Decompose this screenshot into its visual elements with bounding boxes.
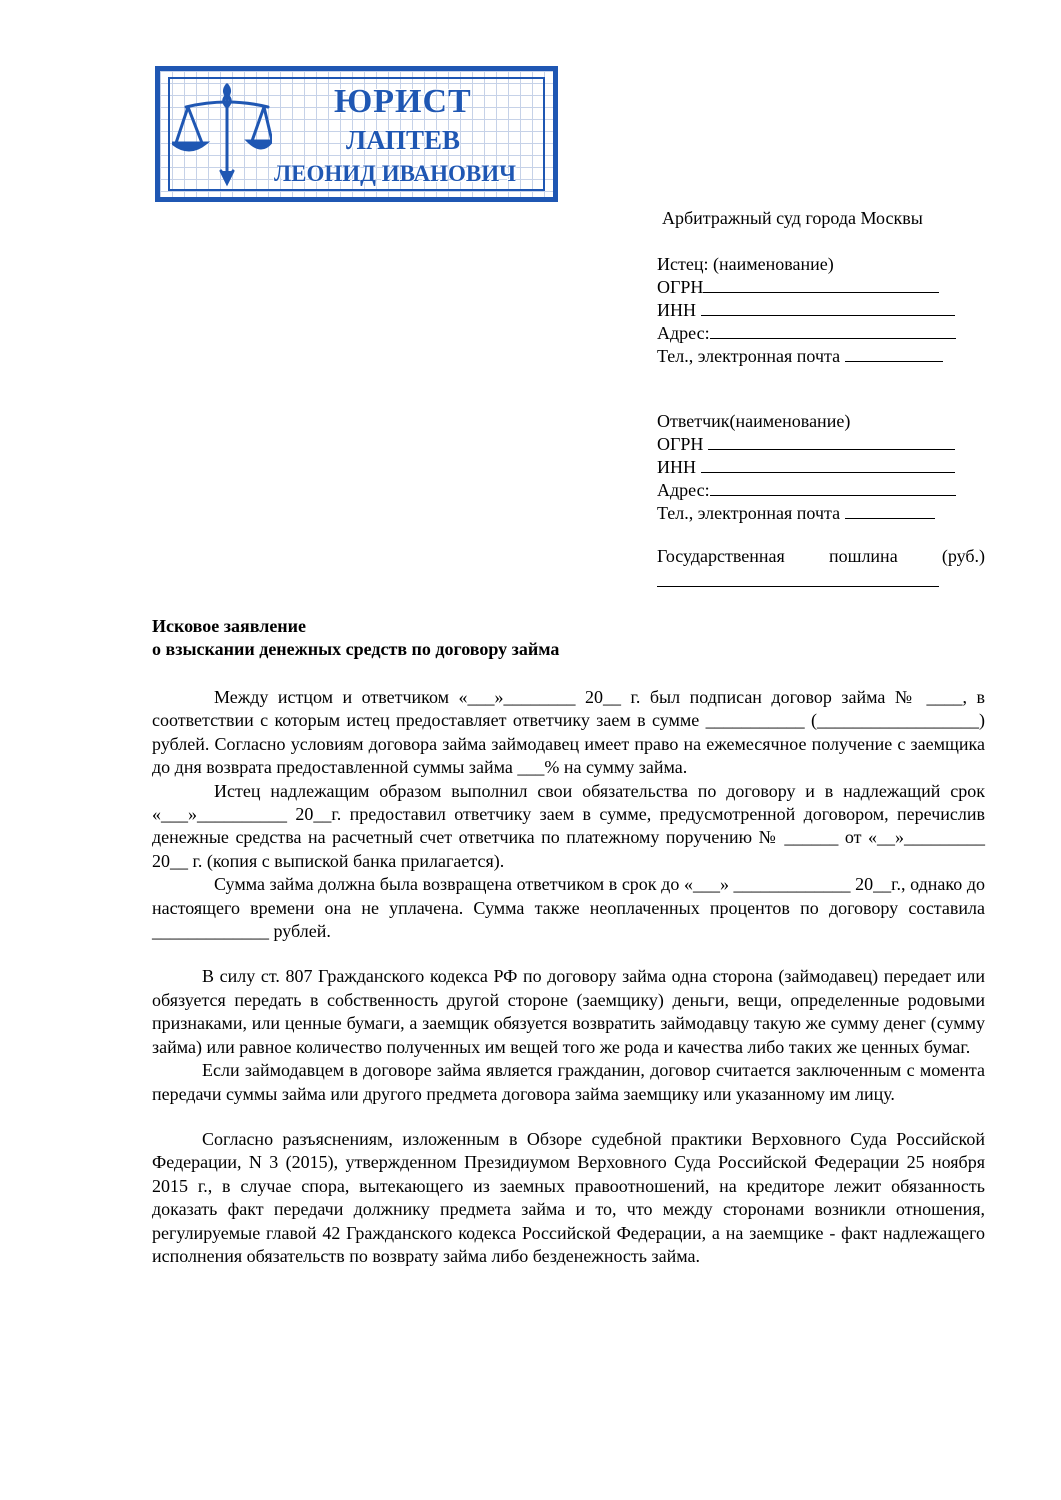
body-paragraph-6: Согласно разъяснениям, изложенным в Обзоре судебной практики Верховного Суда Российской Федерации, N 3 (2015), утвержденном Президиумом Верховного Суда Российской Федерации 25 ноября 2015 г., в случае спора, вытекающего из заемных правоотношений, на кредиторе лежит обязанность доказать факт передачи должнику предмета займа и то, что между сторонами возникли отношения, регулируемые главой 42 Гражданского кодекса Российской Федерации, а на заемщике - факт надлежащего исполнения обязательств по возврату займа либо безденежность займа. bbox=[152, 1128, 985, 1266]
defendant-heading: Ответчик(наименование) bbox=[657, 411, 851, 431]
body-paragraph-5: Если займодавцем в договоре займа является гражданин, договор считается заключенным с момента передачи суммы займа или другого предмета договора займа заемщику или указанному им лицу. bbox=[152, 1060, 985, 1104]
defendant-inn-row bbox=[657, 456, 956, 479]
plaintiff-block bbox=[657, 253, 956, 368]
plaintiff-ogrn-label: ОГРН bbox=[657, 277, 704, 297]
title-line-1: Исковое заявление bbox=[152, 616, 307, 636]
plaintiff-address-blank bbox=[710, 322, 956, 339]
scales-of-justice-icon bbox=[172, 79, 272, 191]
paragraph-gap bbox=[152, 1106, 985, 1128]
logo-line-1: ЮРИСТ bbox=[334, 83, 472, 120]
plaintiff-contact-blank bbox=[845, 345, 943, 362]
defendant-block bbox=[657, 410, 956, 525]
defendant-address-blank bbox=[710, 479, 956, 496]
state-duty-word-2: пошлина bbox=[828, 546, 898, 566]
body-paragraph-1: Между истцом и ответчиком «___»________ 20__ г. был подписан договор займа № ____, в соответствии с которым истец предоставляет ответчику заем в сумме ___________ (__________________) рублей. Согласно условиям договора займа займодавец имеет право на ежемесячное получение с заемщика до дня возврата предоставленной суммы займа ___% на сумму займа. bbox=[152, 687, 985, 778]
defendant-ogrn-label: ОГРН bbox=[657, 434, 704, 454]
document-body bbox=[152, 686, 985, 1268]
plaintiff-ogrn-blank bbox=[703, 276, 939, 293]
body-paragraph-4: В силу ст. 807 Гражданского кодекса РФ по договору займа одна сторона (займодавец) передает или обязуется передать в собственность другой стороне (заемщику) деньги, вещи, определенные родовыми признаками, или ценные бумаги, а заемщик обязуется возвратить займодавцу такую же сумму денег (сумму займа) или равное количество полученных им вещей того же рода и качества либо таких же ценных бумаг. bbox=[152, 966, 985, 1057]
plaintiff-ogrn-row bbox=[657, 276, 956, 299]
paragraph-gap bbox=[152, 943, 985, 965]
title-line-2: о взыскании денежных средств по договору займа bbox=[152, 639, 560, 659]
plaintiff-contact-row bbox=[657, 345, 956, 368]
defendant-ogrn-row bbox=[657, 433, 956, 456]
defendant-contact-label: Тел., электронная почта bbox=[657, 503, 841, 523]
document-title bbox=[152, 615, 559, 661]
logo-line-2: ЛАПТЕВ bbox=[346, 125, 460, 155]
plaintiff-inn-row bbox=[657, 299, 956, 322]
defendant-contact-row bbox=[657, 502, 956, 525]
state-duty-blank bbox=[657, 568, 939, 587]
body-paragraph-2: Истец надлежащим образом выполнил свои обязательства по договору и в надлежащий срок «___»__________ 20__г. предоставил ответчику заем в сумме, предусмотренной договором, перечислив денежные средства на расчетный счет ответчика по платежному поручению № ______ от «__»_________ 20__ г. (копия с выпиской банка прилагается). bbox=[152, 780, 985, 871]
state-duty-unit: (руб.) bbox=[941, 546, 985, 566]
plaintiff-address-row bbox=[657, 322, 956, 345]
logo-line-3: ЛЕОНИД ИВАНОВИЧ bbox=[274, 161, 517, 186]
state-duty-word-1: Государственная bbox=[657, 546, 785, 566]
plaintiff-address-label: Адрес: bbox=[657, 323, 710, 343]
defendant-inn-label: ИНН bbox=[657, 457, 696, 477]
state-duty-row bbox=[657, 545, 985, 568]
court-name: Арбитражный суд города Москвы bbox=[662, 208, 923, 228]
plaintiff-heading: Истец: (наименование) bbox=[657, 254, 834, 274]
plaintiff-inn-label: ИНН bbox=[657, 300, 696, 320]
body-paragraph-3: Сумма займа должна была возвращена ответчиком в срок до «___» _____________ 20__г., однако до настоящего времени она не уплачена. Сумма также неоплаченных процентов по договору составила _____________ рублей. bbox=[152, 874, 985, 942]
defendant-address-row bbox=[657, 479, 956, 502]
defendant-contact-blank bbox=[845, 502, 935, 519]
plaintiff-contact-label: Тел., электронная почта bbox=[657, 346, 841, 366]
law-firm-logo bbox=[155, 66, 558, 202]
defendant-ogrn-blank bbox=[708, 433, 955, 450]
plaintiff-inn-blank bbox=[701, 299, 955, 316]
state-duty-block bbox=[657, 545, 985, 587]
defendant-address-label: Адрес: bbox=[657, 480, 710, 500]
defendant-inn-blank bbox=[701, 456, 955, 473]
